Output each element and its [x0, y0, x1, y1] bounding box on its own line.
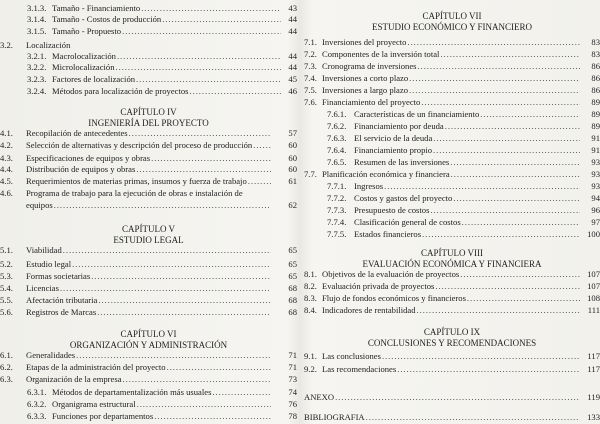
toc-entry[interactable]: [0, 51, 297, 62]
leader-dots: [129, 128, 271, 139]
leader-dots: [445, 121, 580, 132]
toc-entry-title: Métodos para localización de proyectos . . .: [52, 86, 283, 97]
toc-entry-number: 6.3.3.: [27, 411, 47, 421]
toc-entry-title: Generalidades . . .: [26, 350, 273, 361]
toc-entry-number: 3.2.3.: [27, 74, 47, 84]
toc-entry[interactable]: [0, 74, 297, 85]
toc-entry-number: 7.2.: [304, 49, 317, 59]
chapter-number: CAPÍTULO IX: [423, 327, 481, 337]
toc-entry-page: 86: [591, 85, 600, 95]
chapter-number: CAPÍTULO VI: [120, 329, 177, 339]
leader-dots: [433, 133, 580, 144]
toc-entry-page: 71: [288, 350, 297, 360]
leader-dots: [190, 86, 282, 97]
toc-entry-title: Estados financieros . . .: [354, 229, 582, 240]
toc-entry[interactable]: [304, 121, 600, 132]
toc-entry-title: Requerimientos de materias primas, insumos y fuerza de trabajo . . .: [26, 176, 273, 187]
toc-entry-page: 68: [288, 307, 297, 317]
toc-entry-title: Objetivos de la evaluación de proyectos . . .: [322, 269, 582, 280]
toc-entry-page: 65: [288, 259, 297, 269]
toc-entry-number: 7.7.5.: [327, 229, 347, 239]
toc-entry[interactable]: [0, 200, 297, 211]
toc-entry-number: 7.6.4.: [327, 145, 347, 155]
toc-entry-page: 73: [288, 374, 297, 384]
toc-entry-page: 60: [288, 140, 297, 150]
chapter-number: CAPÍTULO VIII: [420, 248, 484, 258]
toc-entry-page: 93: [591, 181, 600, 191]
toc-entry[interactable]: [0, 283, 297, 294]
toc-entry-title: El servicio de la deuda . . .: [354, 133, 582, 144]
toc-entry-title: Viabilidad . . .: [26, 245, 273, 256]
toc-entry-number: 7.6.2.: [327, 121, 347, 131]
toc-entry-page: 108: [587, 293, 600, 303]
toc-entry-page: 60: [288, 164, 297, 174]
leader-dots: [123, 374, 271, 385]
toc-entry[interactable]: [0, 295, 297, 306]
toc-entry[interactable]: [0, 153, 297, 164]
leader-dots: [63, 245, 271, 256]
toc-entry-page: 71: [288, 362, 297, 372]
leader-dots: [72, 259, 271, 270]
toc-entry-title: Recopilación de antecedentes . . .: [26, 128, 273, 139]
leader-dots: [116, 62, 281, 73]
toc-entry[interactable]: [0, 62, 297, 73]
toc-entry-title: Resumen de las inversiones . . .: [354, 157, 582, 168]
chapter-heading: [0, 224, 297, 246]
toc-entry-title: Costos y gastos del proyecto . . .: [354, 193, 582, 204]
toc-entry-number: 7.6.3.: [327, 133, 347, 143]
toc-entry[interactable]: [0, 374, 297, 385]
toc-entry[interactable]: [0, 26, 297, 37]
toc-entry-number: 6.2.: [0, 362, 13, 372]
toc-entry-title: Componentes de la inversión total . . .: [322, 49, 582, 60]
leader-dots: [366, 412, 580, 423]
toc-entry-number: 4.1.: [0, 128, 13, 138]
toc-entry-number: 7.7.3.: [327, 205, 347, 215]
leader-dots: [460, 269, 580, 280]
toc-entry-page: 78: [288, 411, 297, 421]
toc-entry-page: 45: [288, 74, 297, 84]
toc-entry[interactable]: [0, 350, 297, 361]
leader-dots: [151, 153, 271, 164]
toc-entry-title: Factores de localización . . .: [52, 74, 283, 85]
toc-entry-title: Organigrama estructural . . .: [52, 399, 273, 410]
toc-entry-page: 107: [587, 281, 600, 291]
toc-entry-number: 5.4.: [0, 283, 13, 293]
toc-entry-page: 94: [591, 193, 600, 203]
chapter-title: EVALUACIÓN ECONÓMICA Y FINANCIERA: [362, 259, 542, 269]
leader-dots: [141, 3, 281, 14]
toc-entry-number: 7.7.1.: [327, 181, 347, 191]
toc-entry[interactable]: [304, 157, 600, 168]
toc-entry-title: Indicadores de rentabilidad . . .: [322, 305, 582, 316]
toc-entry[interactable]: [304, 169, 600, 180]
toc-entry[interactable]: [304, 37, 600, 48]
toc-entry-number: 7.7.4.: [327, 217, 347, 227]
chapter-title: CONCLUSIONES Y RECOMENDACIONES: [367, 338, 537, 348]
leader-dots: [122, 26, 281, 37]
toc-entry-title: Financiamiento por deuda . . .: [354, 121, 582, 132]
toc-entry-number: 9.2.: [304, 364, 317, 374]
leader-dots: [54, 200, 271, 211]
toc-entry-page: 107: [587, 269, 600, 279]
toc-entry[interactable]: [304, 269, 600, 280]
toc-entry-number: 3.1.5.: [27, 26, 47, 36]
toc-entry-title: Presupuesto de costos . . .: [354, 205, 582, 216]
toc-entry-title: Ingresos . . .: [354, 181, 582, 192]
toc-entry-number: 5.1.: [0, 245, 13, 255]
toc-entry[interactable]: [0, 86, 297, 97]
toc-entry-title: Estudio legal . . .: [26, 259, 273, 270]
toc-entry-title: Registros de Marcas . . .: [26, 307, 273, 318]
toc-entry[interactable]: [0, 188, 297, 199]
leader-dots: [417, 305, 580, 316]
toc-entry-title: Características de un financiamiento . . .: [354, 109, 582, 120]
toc-entry-title: Evaluación privada de proyectos . . .: [322, 281, 582, 292]
toc-entry-page: 119: [587, 392, 600, 402]
toc-entry-page: 68: [288, 283, 297, 293]
toc-entry-title: Inversiones a corto plazo . . .: [322, 73, 582, 84]
toc-entry-title: Tamaño - Costos de producción . . .: [52, 14, 283, 25]
leader-dots: [335, 392, 580, 403]
toc-entry-page: 86: [591, 73, 600, 83]
toc-entry-title: Afectación tributaria . . .: [26, 295, 273, 306]
toc-entry-title: Localización: [26, 40, 71, 50]
toc-entry[interactable]: [0, 176, 297, 187]
toc-entry-title: Financiamiento propio . . .: [354, 145, 582, 156]
toc-entry[interactable]: [304, 49, 600, 60]
toc-entry-number: 7.6.1.: [327, 109, 347, 119]
toc-entry-number: 8.1.: [304, 269, 317, 279]
toc-entry-title: Especificaciones de equipos y obras . . .: [26, 153, 273, 164]
toc-entry[interactable]: [304, 281, 600, 292]
leader-dots: [453, 193, 580, 204]
leader-dots: [397, 364, 580, 375]
toc-entry-title: ANEXO . . .: [304, 392, 582, 403]
toc-entry-title: Cronograma de inversiones . . .: [322, 61, 582, 72]
toc-entry-title: Tamaño - Propuesto . . .: [52, 26, 283, 37]
toc-entry-number: 6.3.1.: [27, 387, 47, 397]
toc-entry-page: 83: [591, 37, 600, 47]
toc-entry[interactable]: [0, 14, 297, 25]
toc-entry-page: 133: [587, 412, 600, 422]
leader-dots: [97, 307, 271, 318]
toc-entry[interactable]: [304, 351, 600, 362]
toc-entry-page: 60: [288, 153, 297, 163]
toc-entry[interactable]: [304, 61, 600, 72]
toc-entry[interactable]: [304, 193, 600, 204]
toc-entry[interactable]: [0, 164, 297, 175]
toc-entry-title: Licencias . . .: [26, 283, 273, 294]
toc-entry-title: Distribución de equipos y obras . . .: [26, 164, 273, 175]
toc-entry-page: 43: [288, 3, 297, 13]
leader-dots: [212, 387, 271, 398]
toc-entry-page: 91: [591, 133, 600, 143]
toc-entry[interactable]: [304, 85, 600, 96]
leader-dots: [117, 51, 281, 62]
toc-entry-title: Formas societarias . . .: [26, 271, 273, 282]
leader-dots: [450, 157, 580, 168]
leader-dots: [154, 411, 271, 422]
toc-entry-number: 3.2.1.: [27, 51, 47, 61]
toc-entry[interactable]: [0, 245, 297, 256]
toc-entry-page: 61: [288, 176, 297, 186]
toc-entry-title: equipos . . .: [26, 200, 273, 211]
toc-entry-number: 8.4.: [304, 305, 317, 315]
toc-entry-number: 7.4.: [304, 73, 317, 83]
leader-dots: [409, 85, 580, 96]
chapter-heading: [0, 107, 297, 129]
leader-dots: [248, 176, 271, 187]
toc-entry[interactable]: [304, 392, 600, 403]
toc-entry[interactable]: [304, 145, 600, 156]
toc-entry-title: Inversiones a largo plazo . . .: [322, 85, 582, 96]
toc-entry-number: 5.2.: [0, 259, 13, 269]
toc-entry-number: 9.1.: [304, 351, 317, 361]
toc-entry-number: 3.1.4.: [27, 14, 47, 24]
toc-entry-number: 5.6.: [0, 307, 13, 317]
leader-dots: [162, 14, 281, 25]
toc-entry-title: Métodos de departamentalización más usuales . . .: [52, 387, 273, 398]
toc-entry-title: Organización de la empresa . . .: [26, 374, 273, 385]
leader-dots: [462, 217, 580, 228]
toc-entry[interactable]: [304, 217, 600, 228]
toc-entry-number: 6.1.: [0, 350, 13, 360]
toc-entry[interactable]: [0, 140, 297, 151]
chapter-number: CAPÍTULO IV: [120, 107, 177, 117]
leader-dots: [422, 229, 580, 240]
toc-entry-page: 86: [591, 61, 600, 71]
toc-entry-number: 5.3.: [0, 271, 13, 281]
toc-entry-number: 7.1.: [304, 37, 317, 47]
leader-dots: [98, 295, 271, 306]
leader-dots: [407, 37, 580, 48]
toc-entry-title: Las recomendaciones . . .: [322, 364, 582, 375]
toc-entry-page: 89: [591, 109, 600, 119]
toc-entry-number: 7.6.: [304, 97, 317, 107]
leader-dots: [76, 350, 271, 361]
toc-entry-number: 4.2.: [0, 140, 13, 150]
leader-dots: [480, 109, 580, 120]
leader-dots: [91, 271, 271, 282]
leader-dots: [167, 362, 271, 373]
toc-entry-number: 3.2.: [0, 40, 13, 50]
toc-entry[interactable]: [0, 399, 297, 410]
leader-dots: [409, 73, 580, 84]
toc-entry[interactable]: [304, 109, 600, 120]
chapter-heading: [304, 11, 600, 33]
toc-entry[interactable]: [0, 387, 297, 398]
toc-entry-page: 44: [288, 62, 297, 72]
toc-entry-number: 7.7.: [304, 169, 317, 179]
toc-entry-number: 7.7.2.: [327, 193, 347, 203]
toc-entry-page: 44: [288, 51, 297, 61]
toc-entry-page: 57: [288, 128, 297, 138]
toc-entry[interactable]: [304, 412, 600, 423]
toc-entry-page: 83: [591, 49, 600, 59]
leader-dots: [418, 61, 580, 72]
toc-entry-page: 65: [288, 245, 297, 255]
leader-dots: [433, 145, 580, 156]
toc-entry-page: 93: [591, 169, 600, 179]
toc-entry-title: Flujo de fondos económicos y financieros . . .: [322, 293, 582, 304]
toc-entry-page: 62: [288, 200, 297, 210]
toc-entry-page: 100: [587, 229, 600, 239]
toc-entry[interactable]: [0, 128, 297, 139]
toc-entry[interactable]: [0, 3, 297, 14]
toc-entry-page: 93: [591, 157, 600, 167]
toc-entry[interactable]: [304, 364, 600, 375]
toc-entry-title: BIBLIOGRAFIA . . .: [304, 412, 582, 423]
toc-entry-page: 91: [591, 145, 600, 155]
leader-dots: [253, 140, 271, 151]
toc-entry-page: 44: [288, 14, 297, 24]
toc-entry[interactable]: [304, 97, 600, 108]
toc-entry-page: 89: [591, 121, 600, 131]
chapter-number: CAPÍTULO V: [121, 224, 176, 234]
leader-dots: [430, 205, 580, 216]
toc-entry[interactable]: [304, 305, 600, 316]
leader-dots: [137, 399, 271, 410]
leader-dots: [384, 181, 580, 192]
leader-dots: [435, 281, 580, 292]
toc-entry-number: 6.3.: [0, 374, 13, 384]
chapter-title: ESTUDIO LEGAL: [113, 235, 184, 245]
toc-entry-title: Financiamiento del proyecto . . .: [322, 97, 582, 108]
toc-entry[interactable]: [0, 40, 297, 51]
toc-entry-number: 3.2.2.: [27, 62, 47, 72]
chapter-title: ESTUDIO ECONÓMICO Y FINANCIERO: [371, 22, 533, 32]
toc-entry-number: 4.4.: [0, 164, 13, 174]
toc-entry-number: 5.5.: [0, 295, 13, 305]
toc-entry[interactable]: [304, 205, 600, 216]
toc-entry[interactable]: [304, 293, 600, 304]
toc-entry[interactable]: [0, 271, 297, 282]
toc-entry-number: 3.1.3.: [27, 3, 47, 13]
toc-entry-number: 4.6.: [0, 188, 13, 198]
toc-entry[interactable]: [0, 411, 297, 422]
toc-entry-title: Microlocalización . . .: [52, 62, 283, 73]
toc-entry-number: 7.6.5.: [327, 157, 347, 167]
toc-entry-page: 117: [587, 351, 600, 361]
chapter-heading: [304, 327, 600, 349]
leader-dots: [451, 169, 580, 180]
toc-entry-number: 8.3.: [304, 293, 317, 303]
toc-entry-title: Las conclusiones . . .: [322, 351, 582, 362]
toc-entry-title: Programa de trabajo para la ejecución de obras e instalación de: [26, 188, 243, 198]
chapter-number: CAPÍTULO VII: [422, 11, 482, 21]
toc-entry-title: Inversiones del proyecto . . .: [322, 37, 582, 48]
toc-entry-page: 46: [288, 86, 297, 96]
toc-entry-page: 76: [288, 399, 297, 409]
toc-entry-title: Macrolocalización . . .: [52, 51, 283, 62]
toc-entry-number: 3.2.4.: [27, 86, 47, 96]
leader-dots: [136, 74, 281, 85]
toc-entry-number: 4.5.: [0, 176, 13, 186]
chapter-title: INGENIERÍA DEL PROYECTO: [88, 118, 209, 128]
toc-entry[interactable]: [304, 73, 600, 84]
toc-entry-number: 4.3.: [0, 153, 13, 163]
toc-entry[interactable]: [304, 181, 600, 192]
leader-dots: [60, 283, 271, 294]
toc-entry[interactable]: [304, 133, 600, 144]
toc-entry-number: 8.2.: [304, 281, 317, 291]
toc-entry[interactable]: [304, 229, 600, 240]
chapter-heading: [304, 248, 600, 270]
leader-dots: [136, 164, 271, 175]
toc-entry-title: Etapas de la administración del proyecto . . .: [26, 362, 273, 373]
toc-entry-number: 6.3.2.: [27, 399, 47, 409]
leader-dots: [382, 351, 580, 362]
toc-entry-page: 117: [587, 364, 600, 374]
toc-entry-title: Funciones por departamentos . . .: [52, 411, 273, 422]
toc-entry-page: 65: [288, 271, 297, 281]
chapter-title: ORGANIZACIÓN Y ADMINISTRACIÓN: [69, 340, 228, 350]
toc-entry-page: 111: [587, 305, 600, 315]
toc-entry-page: 68: [288, 295, 297, 305]
toc-entry-number: 7.5.: [304, 85, 317, 95]
toc-entry[interactable]: [0, 259, 297, 270]
toc-entry-page: 97: [591, 217, 600, 227]
toc-entry-page: 74: [288, 387, 297, 397]
leader-dots: [421, 97, 580, 108]
toc-entry-page: 44: [288, 26, 297, 36]
leader-dots: [440, 49, 580, 60]
toc-entry[interactable]: [0, 307, 297, 318]
toc-entry-title: Clasificación general de costos . . .: [354, 217, 582, 228]
toc-entry[interactable]: [0, 362, 297, 373]
toc-entry-title: Planificación económica y financiera . . .: [322, 169, 582, 180]
chapter-heading: [0, 329, 297, 351]
toc-entry-title: Selección de alternativas y descripción del proceso de producción . . .: [26, 140, 273, 151]
toc-entry-page: 96: [591, 205, 600, 215]
toc-entry-title: Tamaño - Financiamiento . . .: [52, 3, 283, 14]
toc-entry-page: 89: [591, 97, 600, 107]
leader-dots: [467, 293, 580, 304]
toc-entry-number: 7.3.: [304, 61, 317, 71]
